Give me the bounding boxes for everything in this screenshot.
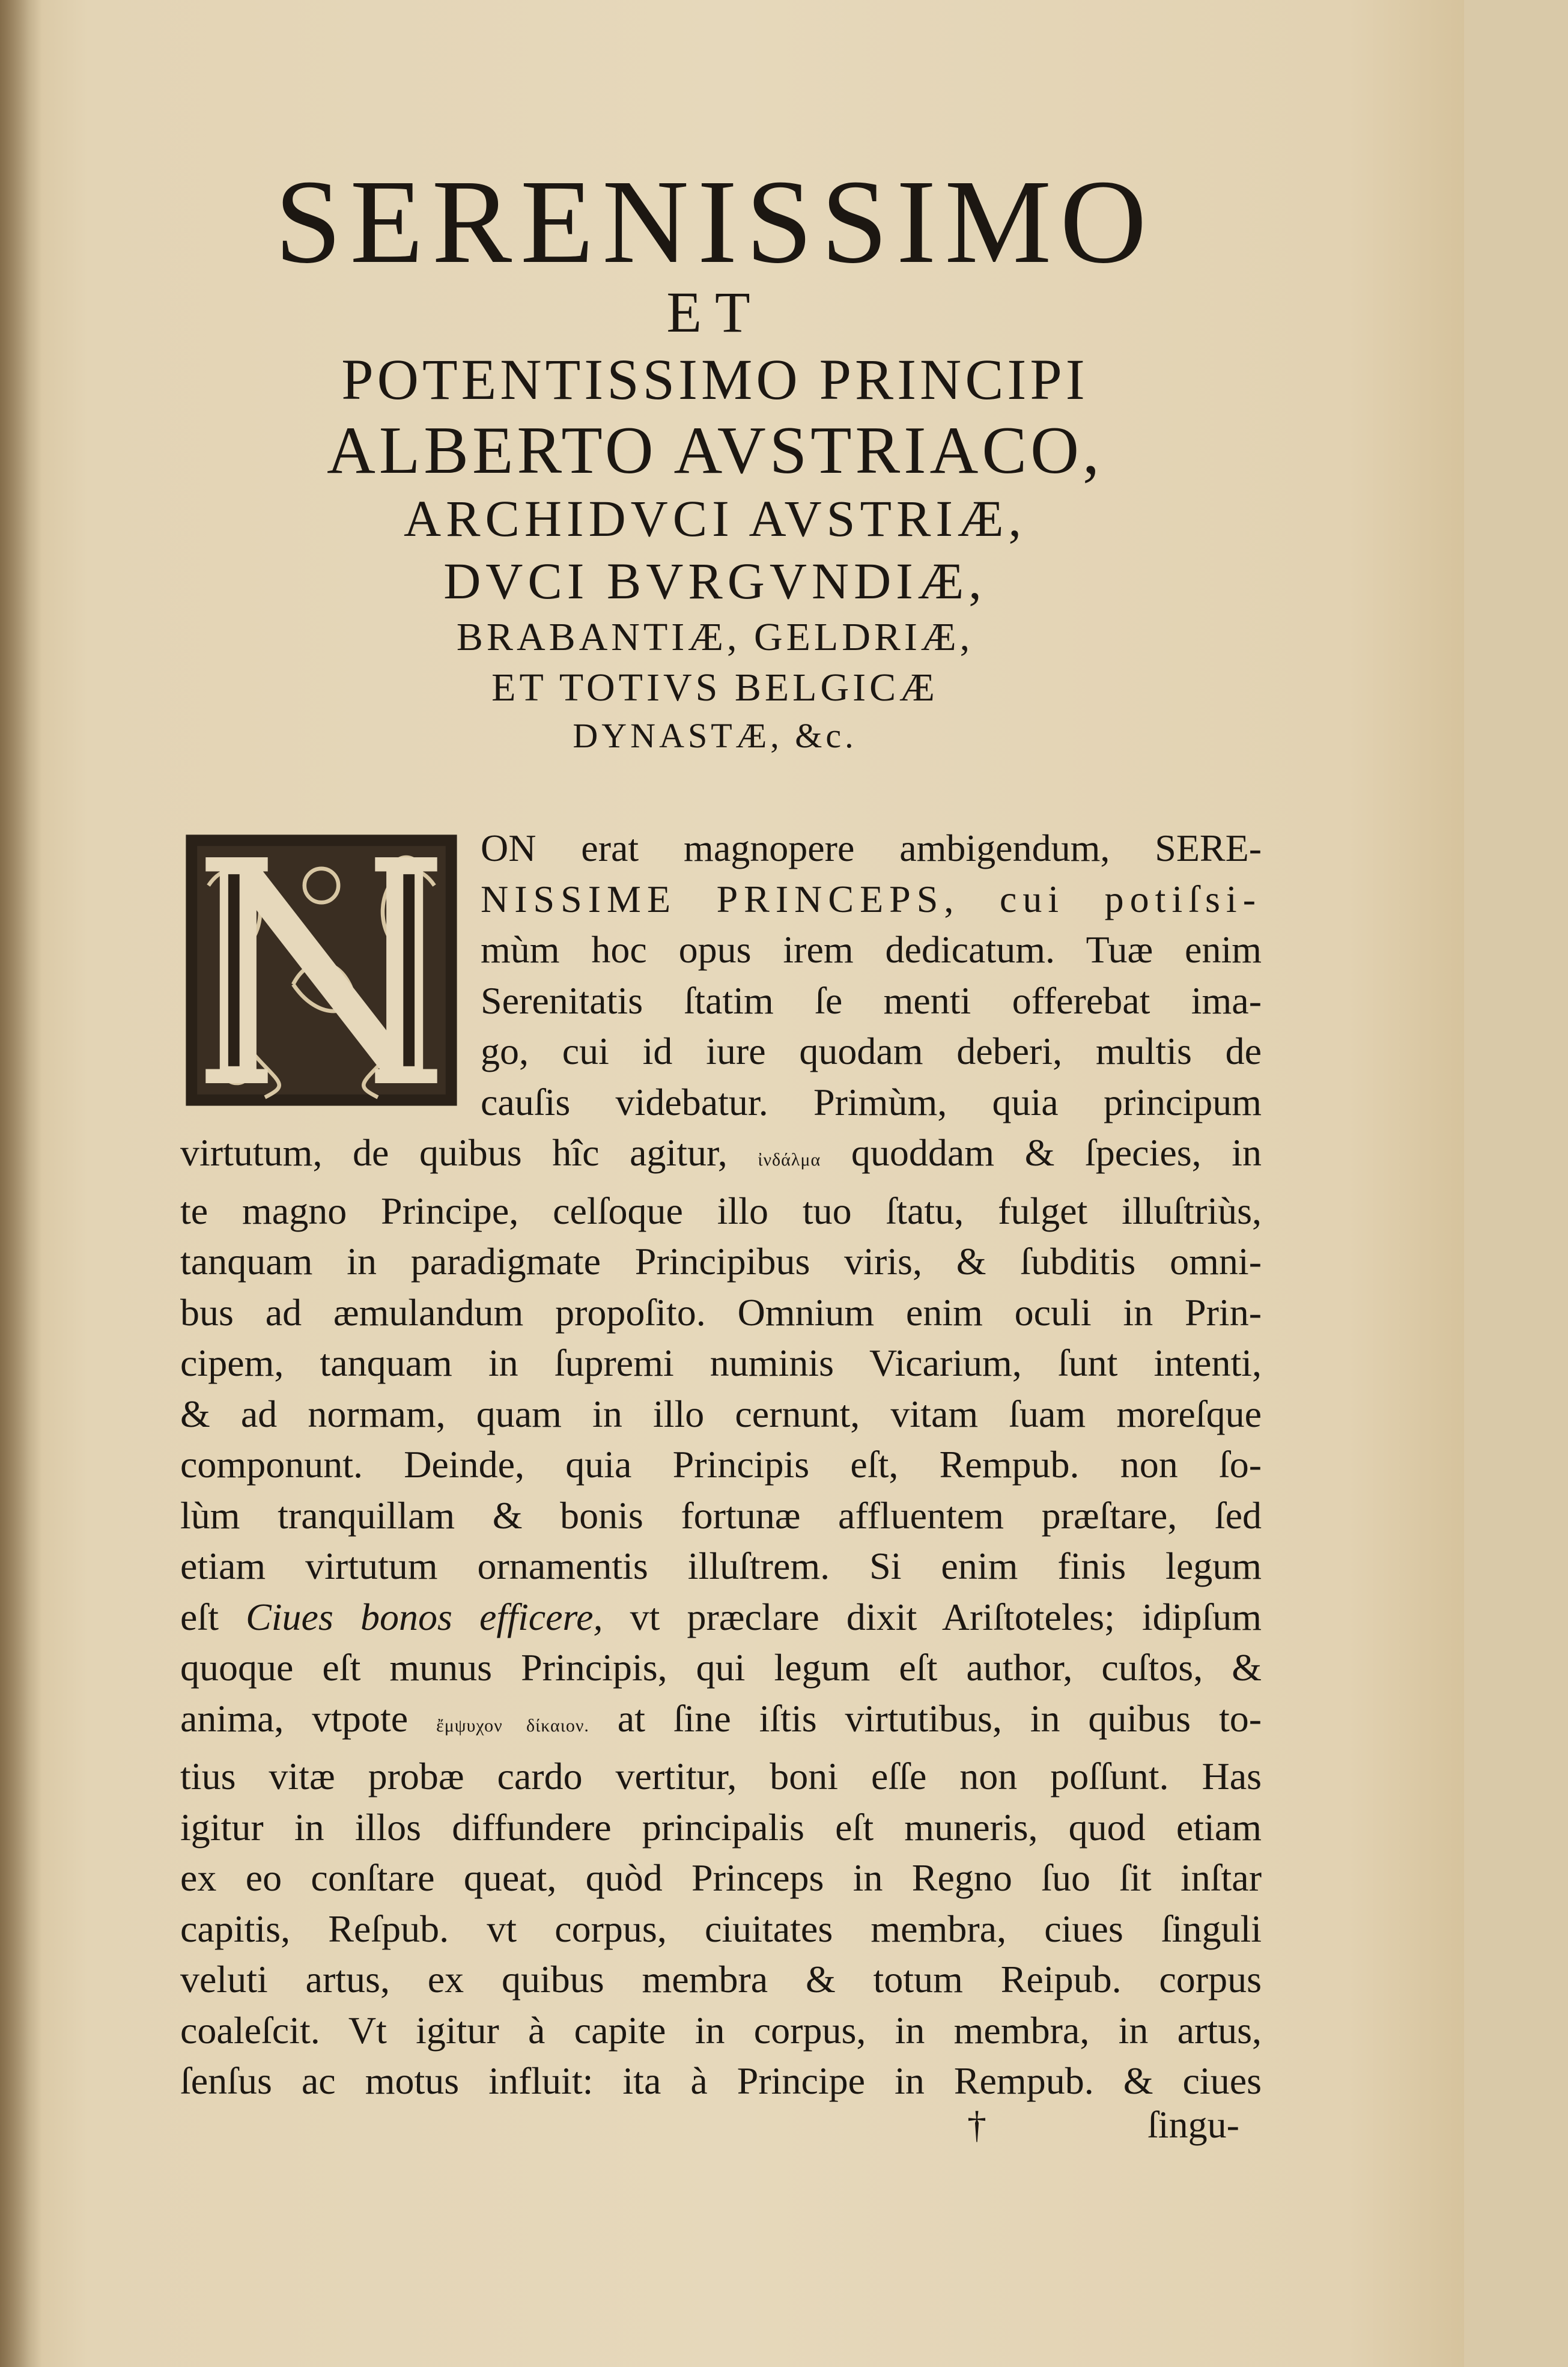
body-line-16b: vt præclare dixit Ariſtoteles; idipſum bbox=[630, 1595, 1262, 1638]
body-line-20: igitur in illos diffundere principalis eſt muneris, quod etiam bbox=[180, 1805, 1262, 1849]
initial-letter: N bbox=[321, 827, 324, 830]
dedication-line-3: POTENTISSIMO PRINCIPI bbox=[341, 347, 1089, 412]
body-line-23: veluti artus, ex quibus membra & totum Reipub. corpus bbox=[180, 1958, 1262, 2001]
catchword: ſingu- bbox=[1147, 2103, 1239, 2146]
body-line-18a: anima, vtpote bbox=[180, 1697, 409, 1740]
body-line-16 bbox=[180, 1592, 1262, 1643]
dedication-body bbox=[180, 823, 1262, 2107]
dedication-line-1: SERENISSIMO bbox=[275, 156, 1155, 288]
body-line-8: te magno Principe, celſoque illo tuo ſtatu, fulget illuſtriùs, bbox=[180, 1189, 1262, 1232]
dedication-line-5: ARCHIDVCI AVSTRIÆ, bbox=[404, 490, 1026, 547]
body-line-17: quoque eſt munus Principis, qui legum eſt author, cuſtos, & bbox=[180, 1646, 1262, 1689]
dedication-line-4: ALBERTO AVSTRIACO, bbox=[327, 413, 1103, 488]
body-line-11: cipem, tanquam in ſupremi numinis Vicarium, ſunt intenti, bbox=[180, 1342, 1262, 1384]
body-line-3: mùm hoc opus irem dedicatum. Tuæ enim bbox=[481, 928, 1262, 971]
body-line-13: componunt. Deinde, quia Principis eſt, Rempub. non ſo- bbox=[180, 1443, 1262, 1486]
body-line-5: go, cui id iure quodam deberi, multis de bbox=[481, 1030, 1262, 1072]
body-line-7a: virtutum, de quibus hîc agitur, bbox=[180, 1131, 728, 1174]
body-line-25: ſenſus ac motus influit: ita à Principe in Rempub. & ciues bbox=[180, 2059, 1262, 2102]
body-line-6: cauſis videbatur. Primùm, quia principum bbox=[481, 1080, 1262, 1123]
body-line-4: Serenitatis ſtatim ſe menti offerebat ima- bbox=[481, 979, 1262, 1022]
body-line-24: coaleſcit. Vt igitur à capite in corpus, in membra, in artus, bbox=[180, 2008, 1262, 2052]
ornament-initial-icon bbox=[180, 829, 463, 1111]
dedication-heading bbox=[156, 156, 1274, 755]
body-line-2: NISSIME PRINCEPS, cui potiſsi- bbox=[481, 877, 1262, 920]
body-line-9: tanquam in paradigmate Principibus viris, & ſubditis omni- bbox=[180, 1240, 1262, 1283]
dedication-line-9: DYNASTÆ, &c. bbox=[573, 716, 857, 755]
body-line-22: capitis, Reſpub. vt corpus, ciuitates membra, ciues ſinguli bbox=[180, 1907, 1262, 1950]
body-line-18b: at ſine iſtis virtutibus, in quibus to- bbox=[617, 1697, 1262, 1740]
body-line-15: etiam virtutum ornamentis illuſtrem. Si enim finis legum bbox=[180, 1545, 1262, 1587]
body-line-7b: quoddam & ſpecies, in bbox=[851, 1131, 1262, 1174]
signature-mark: † bbox=[967, 2103, 986, 2146]
body-line-19: tius vitæ probæ cardo vertitur, boni eſſe non poſſunt. Has bbox=[180, 1755, 1262, 1797]
decorated-initial-n bbox=[180, 829, 463, 1111]
gutter-shadow bbox=[0, 0, 42, 2367]
body-line-1: ON erat magnopere ambigendum, SERE- bbox=[481, 827, 1262, 869]
dedication-line-8: ET TOTIVS BELGICÆ bbox=[491, 666, 938, 709]
body-line-14: lùm tranquillam & bonis fortunæ affluentem præſtare, ſed bbox=[180, 1493, 1262, 1537]
body-line-12: & ad normam, quam in illo cernunt, vitam ſuam moreſque bbox=[180, 1392, 1262, 1435]
body-line-7 bbox=[180, 1128, 1262, 1186]
greek-word-indalma: ἰνδάλμα bbox=[758, 1150, 821, 1170]
body-line-18 bbox=[180, 1694, 1262, 1752]
dedication-line-6: DVCI BVRGVNDIÆ, bbox=[443, 552, 986, 610]
body-line-16a: eſt bbox=[180, 1595, 219, 1638]
dedication-line-2: ET bbox=[666, 280, 764, 344]
body-line-10: bus ad æmulandum propoſito. Omnium enim oculi in Prin- bbox=[180, 1290, 1262, 1334]
italic-quote: Ciues bonos efficere, bbox=[246, 1595, 603, 1638]
dedication-line-7: BRABANTIÆ, GELDRIÆ, bbox=[456, 615, 974, 659]
body-line-21: ex eo conſtare queat, quòd Princeps in Regno ſuo ſit inſtar bbox=[180, 1856, 1262, 1899]
greek-phrase-empsychon-dikaion: ἔμψυχον δίκαιον. bbox=[436, 1715, 589, 1736]
